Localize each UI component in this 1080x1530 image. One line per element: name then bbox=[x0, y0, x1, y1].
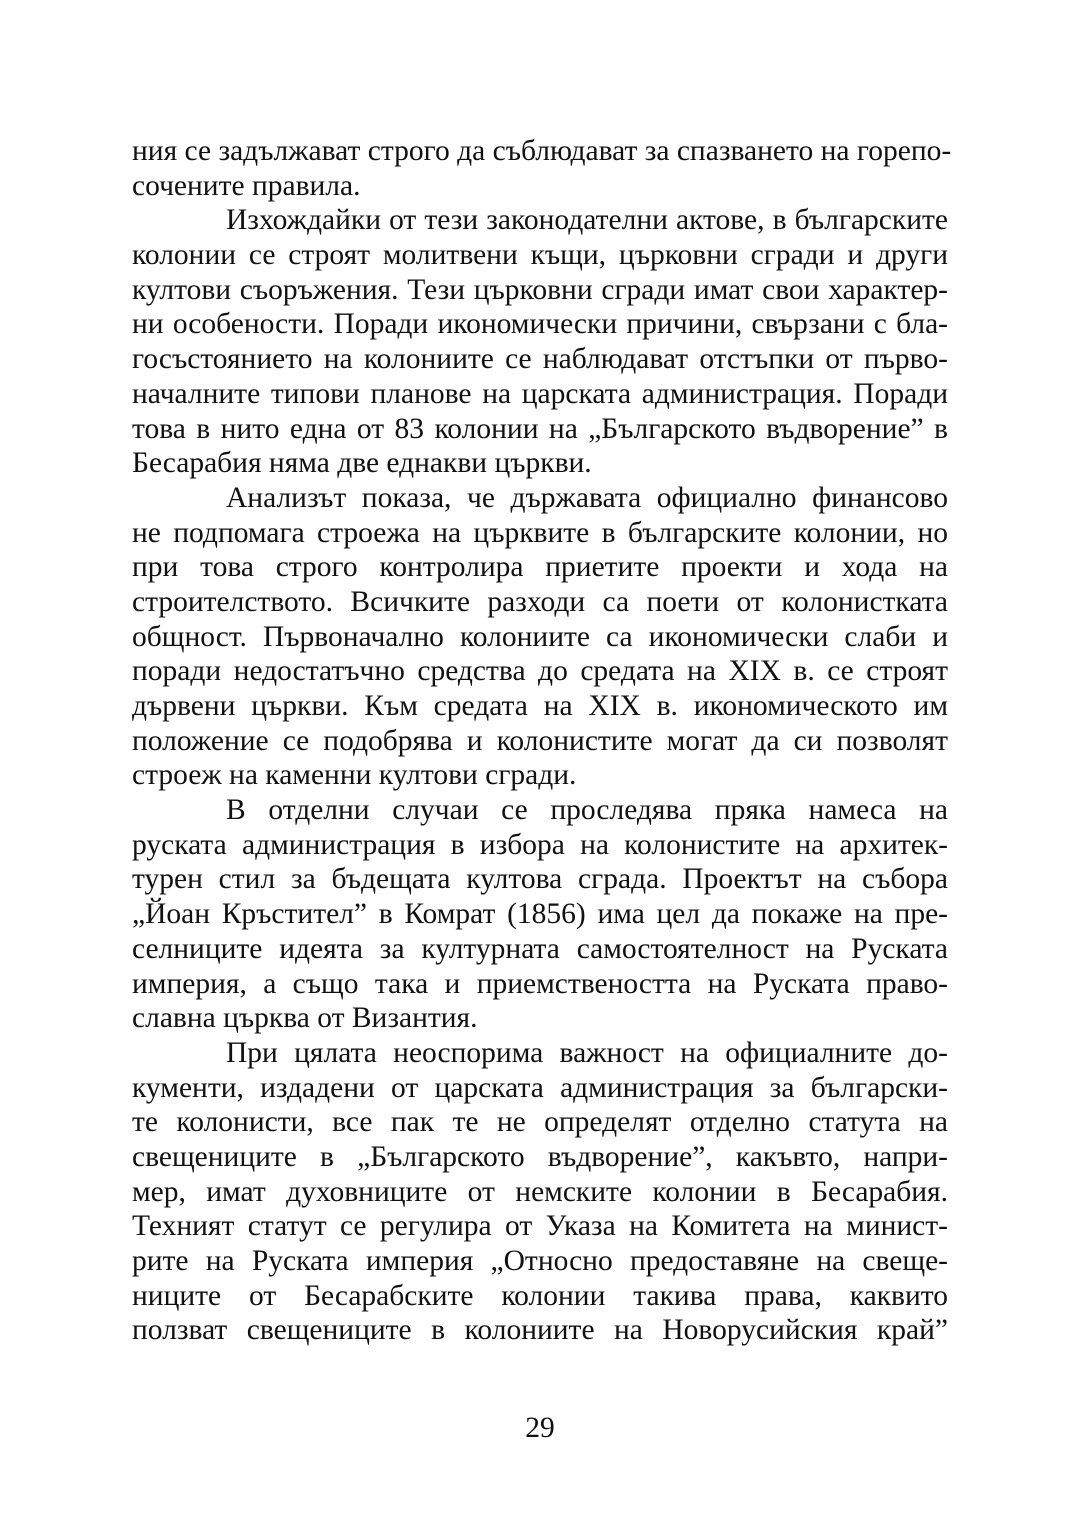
text-line: При цялата неоспорима важност на официалните до- bbox=[226, 1036, 948, 1069]
text-line: положение се подобрява и колонистите могат да си позволят bbox=[132, 724, 948, 757]
text-line: турен стил за бъдещата култова сграда. Проектът на събора bbox=[132, 863, 948, 896]
paragraph bbox=[132, 1036, 948, 1348]
text-line: славна църква от Византия. bbox=[132, 1002, 478, 1035]
paragraph bbox=[132, 203, 948, 481]
text-line: селниците идеята за културната самостоятелност на Руската bbox=[132, 932, 948, 965]
page-number: 29 bbox=[525, 1412, 555, 1444]
paragraph bbox=[132, 134, 952, 203]
text-line: ниците от Бесарабските колонии такива права, каквито bbox=[132, 1279, 948, 1312]
text-line: поради недостатъчно средства до средата на XIX в. се строят bbox=[132, 655, 948, 688]
text-line: началните типови планове на царската администрация. Поради bbox=[132, 377, 948, 410]
text-line: кументи, издадени от царската администрация за български- bbox=[132, 1071, 948, 1104]
page-body bbox=[132, 134, 952, 1348]
paragraph bbox=[132, 481, 948, 793]
text-line: империя, а също така и приемствеността на Руската право- bbox=[132, 967, 948, 1000]
text-line: „Йоан Кръстител” в Комрат (1856) има цел да покаже на пре- bbox=[132, 898, 948, 931]
text-line: строеж на каменни култови сгради. bbox=[132, 759, 577, 792]
text-line: ни особености. Поради икономически причини, свързани с бла- bbox=[132, 308, 948, 341]
text-line: сочените правила. bbox=[132, 169, 361, 202]
text-line: ползват свещениците в колониите на Новорусийския край” bbox=[132, 1314, 948, 1347]
text-line: колонии се строят молитвени къщи, църковни сгради и други bbox=[132, 239, 948, 272]
paragraph bbox=[132, 793, 948, 1036]
text-line: Изхождайки от тези законодателни актове, в българските bbox=[226, 204, 948, 237]
text-line: руската администрация в избора на колонистите на архитек- bbox=[132, 828, 948, 861]
text-line: култови съоръжения. Тези църковни сгради имат свои характер- bbox=[132, 273, 948, 306]
text-line: при това строго контролира приетите проекти и хода на bbox=[132, 551, 948, 584]
text-line: общност. Първоначално колониите са икономически слаби и bbox=[132, 620, 948, 653]
text-line: Техният статут се регулира от Указа на Комитета на минист- bbox=[132, 1210, 948, 1243]
text-line: ния се задължават строго да съблюдават за спазването на горепо- bbox=[132, 135, 952, 167]
text-line: дървени църкви. Към средата на XIX в. икономическото им bbox=[132, 690, 948, 722]
text-line: рите на Руската империя „Относно предоставяне на свеще- bbox=[132, 1245, 948, 1277]
text-line: не подпомага строежа на църквите в българските колонии, но bbox=[132, 516, 948, 549]
text-line: свещениците в „Българското въдворение”, какъвто, напри- bbox=[132, 1140, 948, 1173]
text-line: това в нито една от 83 колонии на „Българското въдворение” в bbox=[132, 412, 948, 445]
text-line: строителството. Всичките разходи са поети от колонистката bbox=[132, 585, 948, 618]
text-line: мер, имат духовниците от немските колонии в Бесарабия. bbox=[132, 1175, 948, 1208]
text-line: В отделни случаи се проследява пряка намеса на bbox=[226, 794, 948, 827]
text-line: Анализът показа, че държавата официално финансово bbox=[226, 481, 948, 514]
text-line: те колонисти, все пак те не определят отделно статута на bbox=[132, 1106, 948, 1139]
text-line: госъстоянието на колониите се наблюдават отстъпки от първо- bbox=[132, 343, 948, 376]
text-line: Бесарабия няма две еднакви църкви. bbox=[132, 447, 592, 480]
